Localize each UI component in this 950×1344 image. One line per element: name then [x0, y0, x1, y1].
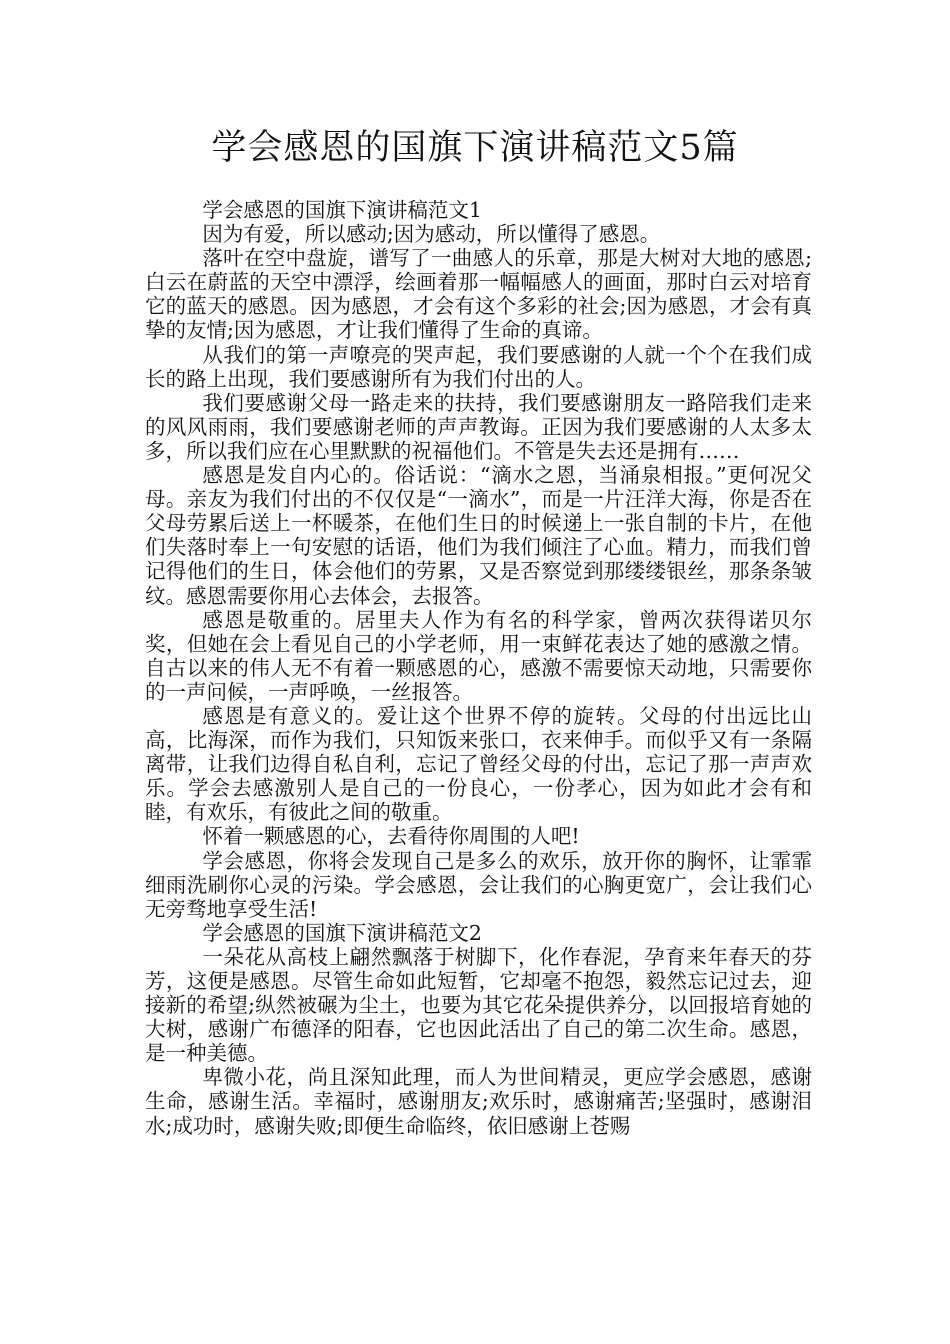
paragraph: 一朵花从高枝上翩然飘落于树脚下，化作春泥，孕育来年春天的芬芳，这便是感恩。尽管生命如此短暂，它却毫不抱怨，毅然忘记过去，迎接新的希望;纵然被碾为尘土，也要为其它花朵提供养分，以回报培育她的大树，感谢广布德泽的阳春，它也因此活出了自己的第二次生命。感恩，是一种美德。: [145, 944, 812, 1066]
section-heading: 学会感恩的国旗下演讲稿范文2: [202, 920, 482, 945]
page-title: 学会感恩的国旗下演讲稿范文5篇: [211, 128, 739, 168]
document-body: [145, 198, 812, 1138]
paragraph: 学会感恩，你将会发现自己是多么的欢乐，放开你的胸怀，让霏霏细雨洗刷你心灵的污染。学会感恩，会让我们的心胸更宽广，会让我们心无旁骛地享受生活!: [145, 848, 812, 921]
paragraph: 我们要感谢父母一路走来的扶持，我们要感谢朋友一路陪我们走来的风风雨雨，我们要感谢老师的声声教诲。正因为我们要感谢的人太多太多，所以我们应在心里默默的祝福他们。不管是失去还是拥有……: [145, 390, 812, 463]
paragraph: 因为有爱，所以感动;因为感动，所以懂得了感恩。: [202, 222, 661, 247]
section-heading: 学会感恩的国旗下演讲稿范文1: [202, 198, 482, 222]
paragraph: 怀着一颗感恩的心，去看待你周围的人吧!: [202, 824, 580, 849]
paragraph: 卑微小花，尚且深知此理，而人为世间精灵，更应学会感恩，感谢生命，感谢生活。幸福时，感谢朋友;欢乐时，感谢痛苦;坚强时，感谢泪水;成功时，感谢失败;即便生命临终，依旧感谢上苍赐: [145, 1065, 812, 1138]
paragraph: 感恩是敬重的。居里夫人作为有名的科学家，曾两次获得诺贝尔奖，但她在会上看见自己的小学老师，用一束鲜花表达了她的感激之情。自古以来的伟人无不有着一颗感恩的心，感激不需要惊天动地，只需要你的一声问候，一声呼唤，一丝报答。: [145, 607, 812, 704]
paragraph: 感恩是发自内心的。俗话说：“滴水之恩，当涌泉相报。”更何况父母。亲友为我们付出的不仅仅是“一滴水”，而是一片汪洋大海，你是否在父母劳累后送上一杯暖茶，在他们生日的时候递上一张自制的卡片，在他们失落时奉上一句安慰的话语，他们为我们倾注了心血。精力，而我们曾记得他们的生日，体会他们的劳累，又是否察觉到那缕缕银丝，那条条皱纹。感恩需要你用心去体会，去报答。: [145, 463, 812, 608]
paragraph: 落叶在空中盘旋，谱写了一曲感人的乐章，那是大树对大地的感恩;白云在蔚蓝的天空中漂浮，绘画着那一幅幅感人的画面，那时白云对培育它的蓝天的感恩。因为感恩，才会有这个多彩的社会;因为感恩，才会有真挚的友情;因为感恩，才让我们懂得了生命的真谛。: [145, 246, 812, 343]
paragraph: 感恩是有意义的。爱让这个世界不停的旋转。父母的付出远比山高，比海深，而作为我们，只知饭来张口，衣来伸手。而似乎又有一条隔离带，让我们边得自私自利，忘记了曾经父母的付出，忘记了那一声声欢乐。学会去感激别人是自己的一份良心，一份孝心，因为如此才会有和睦，有欢乐，有彼此之间的敬重。: [145, 703, 812, 825]
paragraph: 从我们的第一声嘹亮的哭声起，我们要感谢的人就一个个在我们成长的路上出现，我们要感谢所有为我们付出的人。: [145, 342, 812, 391]
